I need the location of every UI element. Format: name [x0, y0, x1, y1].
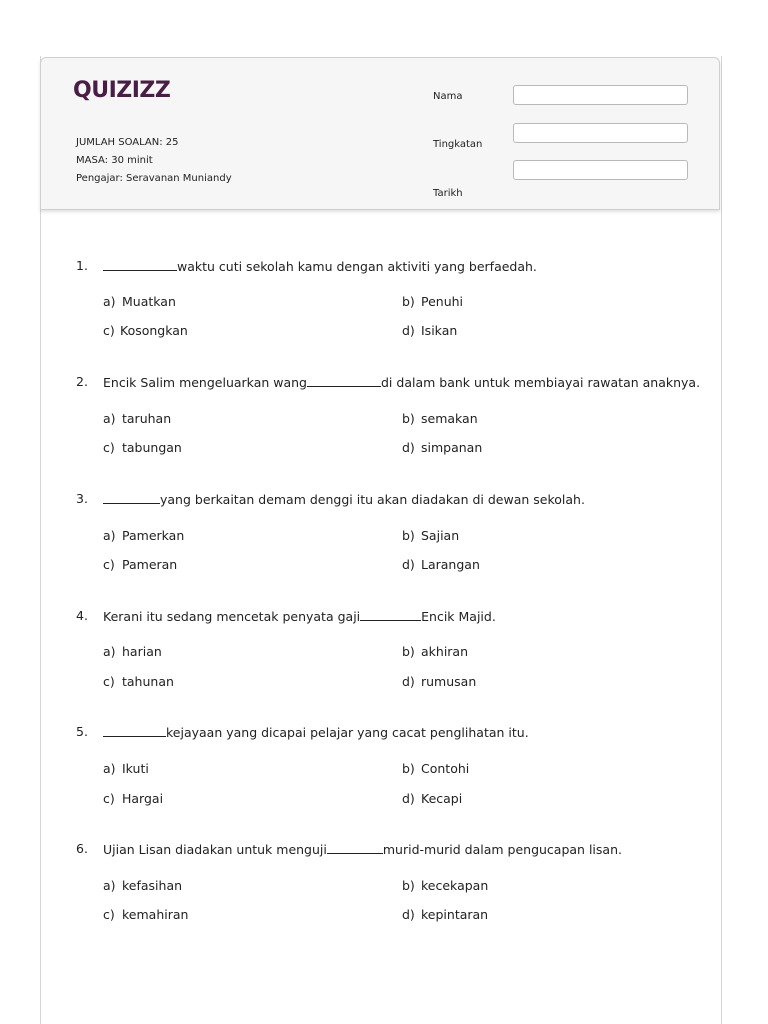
name-label: Nama	[433, 91, 463, 102]
answer-blank	[360, 608, 421, 621]
option-d[interactable]: d) Kecapi	[402, 791, 463, 806]
question-number: 2.	[76, 374, 88, 389]
question-number: 4.	[76, 608, 88, 623]
option-b[interactable]: b) Contohi	[402, 761, 470, 776]
option-c[interactable]: c) Kosongkan	[103, 323, 188, 338]
answer-blank	[103, 724, 166, 737]
option-d[interactable]: d) kepintaran	[402, 907, 489, 922]
option-b[interactable]: b) semakan	[402, 411, 478, 426]
question-number: 3.	[76, 491, 88, 506]
quizizz-logo: QUIZIZZ	[73, 78, 171, 103]
option-b[interactable]: b) kecekapan	[402, 878, 489, 893]
option-c[interactable]: c) kemahiran	[103, 907, 189, 922]
name-field[interactable]	[513, 85, 688, 105]
option-b[interactable]: b) Sajian	[402, 528, 460, 543]
option-a[interactable]: a) Muatkan	[103, 294, 176, 309]
question-count: JUMLAH SOALAN: 25	[76, 137, 179, 148]
question-text: waktu cuti sekolah kamu dengan aktiviti yang berfaedah.	[103, 258, 537, 274]
question-text: Ujian Lisan diadakan untuk menguji murid-murid dalam pengucapan lisan.	[103, 842, 622, 857]
question-number: 5.	[76, 724, 88, 739]
question-number: 6.	[76, 841, 88, 856]
question-text: Kerani itu sedang mencetak penyata gaji Encik Majid.	[103, 609, 496, 624]
option-d[interactable]: d) simpanan	[402, 440, 483, 455]
option-a[interactable]: a) taruhan	[103, 411, 172, 426]
option-c[interactable]: c) Hargai	[103, 791, 164, 806]
option-d[interactable]: d) Larangan	[402, 557, 480, 572]
date-label: Tarikh	[433, 188, 463, 199]
form-field[interactable]	[513, 123, 688, 143]
option-c[interactable]: c) tabungan	[103, 440, 182, 455]
option-a[interactable]: a) harian	[103, 644, 162, 659]
time-limit: MASA: 30 minit	[76, 155, 153, 166]
option-d[interactable]: d) rumusan	[402, 674, 477, 689]
option-c[interactable]: c) Pameran	[103, 557, 178, 572]
teacher-name: Pengajar: Seravanan Muniandy	[76, 173, 232, 184]
question-text: Encik Salim mengeluarkan wang di dalam bank untuk membiayai rawatan anaknya.	[103, 375, 701, 390]
option-a[interactable]: a) Ikuti	[103, 761, 149, 776]
question-number: 1.	[76, 258, 88, 273]
option-d[interactable]: d) Isikan	[402, 323, 458, 338]
worksheet-header	[40, 57, 720, 210]
answer-blank	[103, 491, 160, 504]
option-a[interactable]: a) kefasihan	[103, 878, 183, 893]
option-b[interactable]: b) akhiran	[402, 644, 469, 659]
date-field[interactable]	[513, 160, 688, 180]
question-text: kejayaan yang dicapai pelajar yang cacat penglihatan itu.	[103, 724, 529, 740]
form-label: Tingkatan	[433, 139, 483, 150]
answer-blank	[103, 258, 177, 271]
option-b[interactable]: b) Penuhi	[402, 294, 464, 309]
answer-blank	[327, 841, 383, 854]
option-c[interactable]: c) tahunan	[103, 674, 174, 689]
option-a[interactable]: a) Pamerkan	[103, 528, 185, 543]
question-text: yang berkaitan demam denggi itu akan diadakan di dewan sekolah.	[103, 491, 585, 507]
answer-blank	[307, 374, 381, 387]
